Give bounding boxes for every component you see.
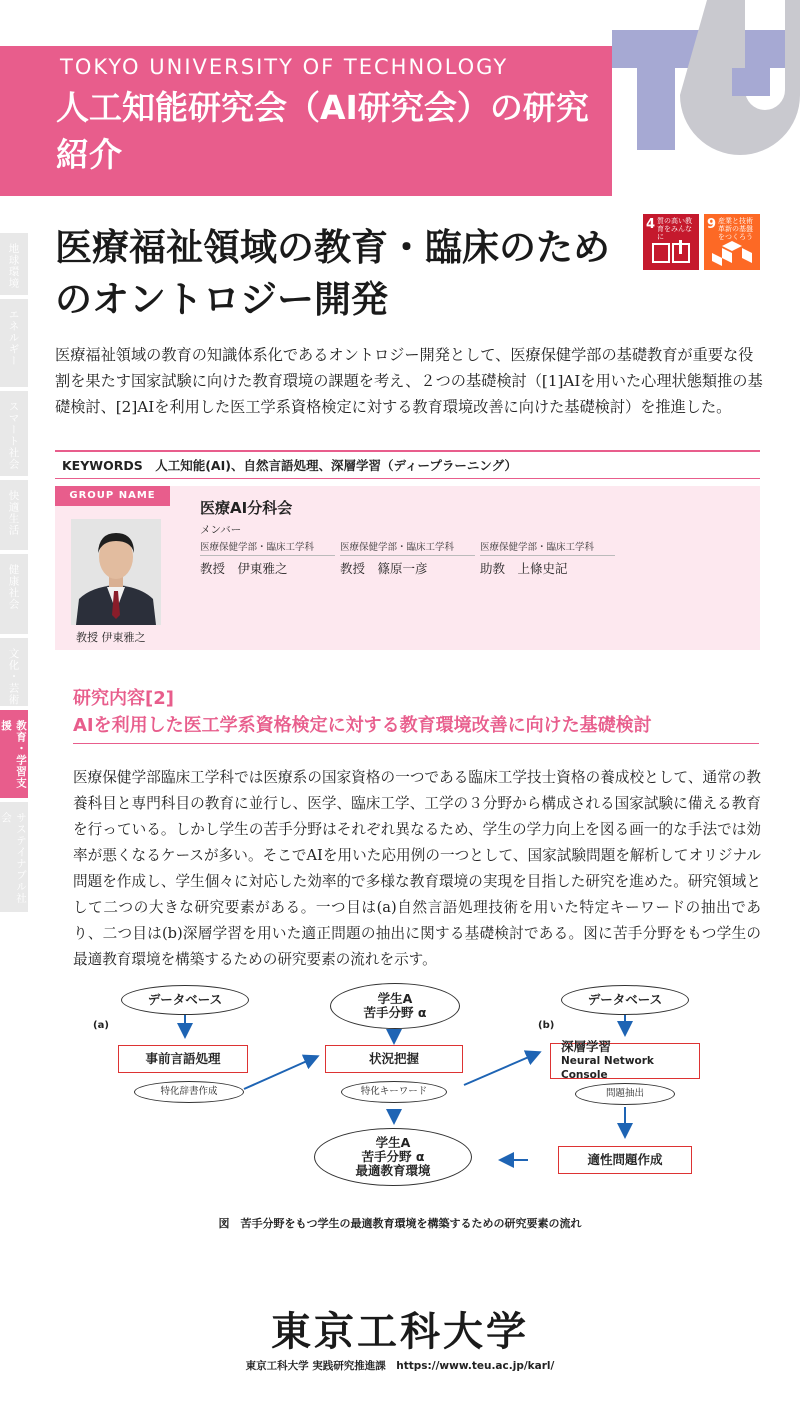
tab-healthy-society[interactable]: 健康社会	[0, 554, 28, 634]
student-top: 学生A 苦手分野 α	[330, 983, 460, 1029]
photo-caption: 教授 伊東雅之	[76, 631, 146, 644]
tab-smart-society[interactable]: スマート社会	[0, 391, 28, 476]
tab-education[interactable]: 教育・学習支援	[0, 710, 28, 798]
page-title: 医療福祉領域の教育・臨床のためのオントロジー開発	[55, 226, 610, 321]
member-dept: 医療保健学部・臨床工学科	[480, 542, 595, 553]
tab-sustainable-society[interactable]: サステイナブル社会	[0, 802, 28, 912]
sdg-9-icon: 9 産業と技術革新の基盤をつくろう	[704, 214, 760, 270]
student-bottom: 学生A 苦手分野 α 最適教育環境	[314, 1128, 472, 1186]
section-divider	[73, 743, 759, 744]
label-a: (a)	[93, 1020, 109, 1031]
label-b: (b)	[538, 1020, 555, 1031]
extract-oval: 問題抽出	[575, 1083, 675, 1105]
member-photo	[71, 519, 161, 625]
body-paragraph: 医療保健学部臨床工学科では医療系の国家資格の一つである臨床工学技士資格の養成校として、通常の教養科目と専門科目の教育に並行し、医学、臨床工学、工学の３分野から構成される国家試験に備える教育を行っている。しかし学生の苦手分野はそれぞれ異なるため、学生の学力向上を図る画一的な手法では効率が悪くなるケースが多い。そこでAIを用いた応用例の一つとして、国家試験問題を解析してオリジナル問題を作成し、学生個々に対応した効率的で多様な教育環境の実現を目指した研究を進めた。研究領域として二つの大きな研究要素がある。一つ目は(a)自然言語処理技術を用いた特定キーワードの抽出であり、二つ目は(b)深層学習を用いた適正問題の抽出に関する基礎検討である。図に苦手分野をもつ学生の最適教育環境を構築するための研究要素の流れを示す。	[73, 769, 761, 968]
member-name: 教授 篠原一彦	[340, 561, 428, 576]
university-logo: 東京工科大学	[271, 1308, 529, 1355]
category-tabs	[0, 225, 30, 915]
member-rule	[340, 555, 475, 556]
research-flow-diagram	[0, 975, 800, 1220]
database-left: データベース	[121, 985, 249, 1015]
header-title: 人工知能研究会（AI研究会）の研究紹介	[56, 88, 589, 174]
section-title: AIを利用した医工学系資格検定に対する教育環境改善に向けた基礎検討	[73, 715, 652, 736]
arrow-preprocess-to-status	[244, 1057, 316, 1089]
group-name: 医療AI分科会	[200, 499, 293, 517]
member-1	[200, 539, 330, 577]
member-name: 教授 伊東雅之	[200, 561, 288, 576]
sdg-4-icon: 4 質の高い教育をみんなに	[643, 214, 699, 270]
keyword-oval: 特化キーワード	[341, 1081, 447, 1103]
intro-paragraph: 医療福祉領域の教育の知識体系化であるオントロジー開発として、医療保健学部の基礎教育が重要な役割を果たす国家試験に向けた教育環境の課題を考え、２つの基礎検討（[1]AIを用いた心理状態類推の基礎検討、[2]AIを利用した医工学系資格検定に対する教育環境改善に向けた基礎検討）を推進した。	[55, 346, 763, 416]
tab-culture-art[interactable]: 文化・芸術	[0, 638, 28, 706]
keywords-divider-bottom	[55, 478, 760, 479]
member-label: メンバー	[200, 524, 242, 536]
section-subtitle: 研究内容[2]	[73, 688, 174, 709]
dictionary-oval: 特化辞書作成	[134, 1081, 244, 1103]
tab-comfortable-life[interactable]: 快適生活	[0, 480, 28, 550]
preprocess-box: 事前言語処理	[118, 1045, 248, 1073]
arrow-status-to-deep	[464, 1053, 538, 1085]
member-dept: 医療保健学部・臨床工学科	[340, 542, 455, 553]
tu-logo-icon	[612, 0, 800, 170]
keywords-divider-top	[55, 450, 760, 452]
tab-earth-environment[interactable]: 地球環境	[0, 233, 28, 295]
status-box: 状況把握	[325, 1045, 463, 1073]
member-rule	[480, 555, 615, 556]
tab-energy[interactable]: エネルギー	[0, 299, 28, 387]
member-3	[480, 539, 610, 577]
member-dept: 医療保健学部・臨床工学科	[200, 542, 315, 553]
member-rule	[200, 555, 335, 556]
diagram-caption: 図 苦手分野をもつ学生の最適教育環境を構築するための研究要素の流れ	[218, 1217, 582, 1230]
group-name-tag: GROUP NAME	[55, 486, 170, 506]
problem-box: 適性問題作成	[558, 1146, 692, 1174]
deep-learning-box: 深層学習 Neural Network Console	[550, 1043, 700, 1079]
footer-info[interactable]: 東京工科大学 実践研究推進課 https://www.teu.ac.jp/karl/	[245, 1360, 555, 1372]
member-2	[340, 539, 470, 577]
university-name-en: TOKYO UNIVERSITY OF TECHNOLOGY	[60, 55, 509, 79]
database-right: データベース	[561, 985, 689, 1015]
member-name: 助教 上條史記	[480, 561, 568, 576]
keywords: KEYWORDS 人工知能(AI)、自然言語処理、深層学習（ディープラーニング）	[62, 458, 517, 473]
